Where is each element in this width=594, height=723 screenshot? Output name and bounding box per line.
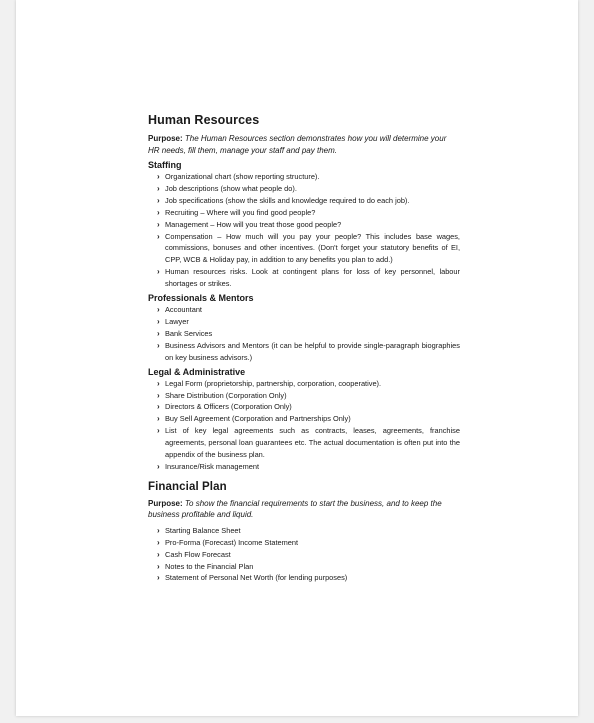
list-item: › Job descriptions (show what people do). [157,183,297,193]
list-item: › Recruiting – Where will you find good people? [157,207,316,217]
list-item: › Compensation – How much will you pay your people? This includes base wages, commissions, bonuses and other incentives. (Don't forget your statutory benefits of EI, CPP, WCB & Holiday pay, in addition to any benefits you plan to add.) [157,231,460,265]
chevron-right-icon: › [157,537,160,547]
legal-heading: Legal & Administrative [148,366,246,377]
financial-purpose-label: Purpose: [148,498,183,508]
document-page [16,0,578,716]
chevron-right-icon: › [157,378,160,388]
chevron-right-icon: › [157,549,160,559]
hr-title: Human Resources [148,113,260,127]
list-item: › Management – How will you treat those good people? [157,219,342,229]
chevron-right-icon: › [157,195,160,205]
list-item: › Accountant [157,305,202,315]
chevron-right-icon: › [157,316,160,326]
chevron-right-icon: › [157,525,160,535]
list-item: › Pro-Forma (Forecast) Income Statement [157,537,299,547]
chevron-right-icon: › [157,402,160,412]
list-item: › Directors & Officers (Corporation Only) [157,402,292,412]
chevron-right-icon: › [157,426,160,436]
chevron-right-icon: › [157,561,160,571]
chevron-right-icon: › [157,172,160,181]
list-item: › List of key legal agreements such as contracts, leases, agreements, franchise agreements, personal loan guarantees etc. The actual documentation is often put into the appendix of the business plan. [157,426,460,460]
list-item: › Lawyer [157,316,189,326]
chevron-right-icon: › [157,573,160,583]
list-item: › Business Advisors and Mentors (it can be helpful to provide single-paragraph biographies on key business advisors.) [157,340,460,362]
professionals-list [148,304,460,364]
chevron-right-icon: › [157,340,160,350]
chevron-right-icon: › [157,219,160,229]
financial-section [148,481,460,585]
list-item: › Bank Services [157,328,213,338]
chevron-right-icon: › [157,461,160,471]
chevron-right-icon: › [157,328,160,338]
hr-purpose-label: Purpose: [148,134,183,143]
list-item: › Share Distribution (Corporation Only) [157,390,287,400]
list-item: › Job specifications (show the skills and knowledge required to do each job). [157,195,410,205]
professionals-heading: Professionals & Mentors [148,293,254,304]
hr-purpose-text: The Human Resources section demonstrates how you will determine your HR needs, fill them, manage your staff and pay them. [148,134,447,155]
list-item: › Legal Form (proprietorship, partnership, corporation, cooperative). [157,378,382,388]
list-item: › Starting Balance Sheet [157,525,241,535]
staffing-list [148,171,460,290]
legal-list [148,378,460,473]
staffing-heading: Staffing [148,160,182,170]
list-item: › Buy Sell Agreement (Corporation and Partnerships Only) [157,414,351,424]
list-item: › Insurance/Risk management [157,461,260,471]
list-item: › Human resources risks. Look at contingent plans for loss of key personnel, labour shortages or strikes. [157,267,460,289]
chevron-right-icon: › [157,267,160,277]
list-item: › Cash Flow Forecast [157,549,231,559]
hr-purpose [148,133,460,156]
financial-purpose-text: To show the financial requirements to start the business, and to keep the business profitable and liquid. [148,498,442,520]
chevron-right-icon: › [157,390,160,400]
list-item: › Organizational chart (show reporting structure). [157,172,320,181]
financial-list [148,525,460,585]
chevron-right-icon: › [157,414,160,424]
chevron-right-icon: › [157,183,160,193]
chevron-right-icon: › [157,207,160,217]
chevron-right-icon: › [157,305,160,315]
financial-purpose [148,498,460,521]
list-item: › Statement of Personal Net Worth (for lending purposes) [157,573,348,583]
page-content [148,113,460,584]
list-item: › Notes to the Financial Plan [157,561,254,571]
financial-title: Financial Plan [148,480,227,493]
chevron-right-icon: › [157,231,160,241]
